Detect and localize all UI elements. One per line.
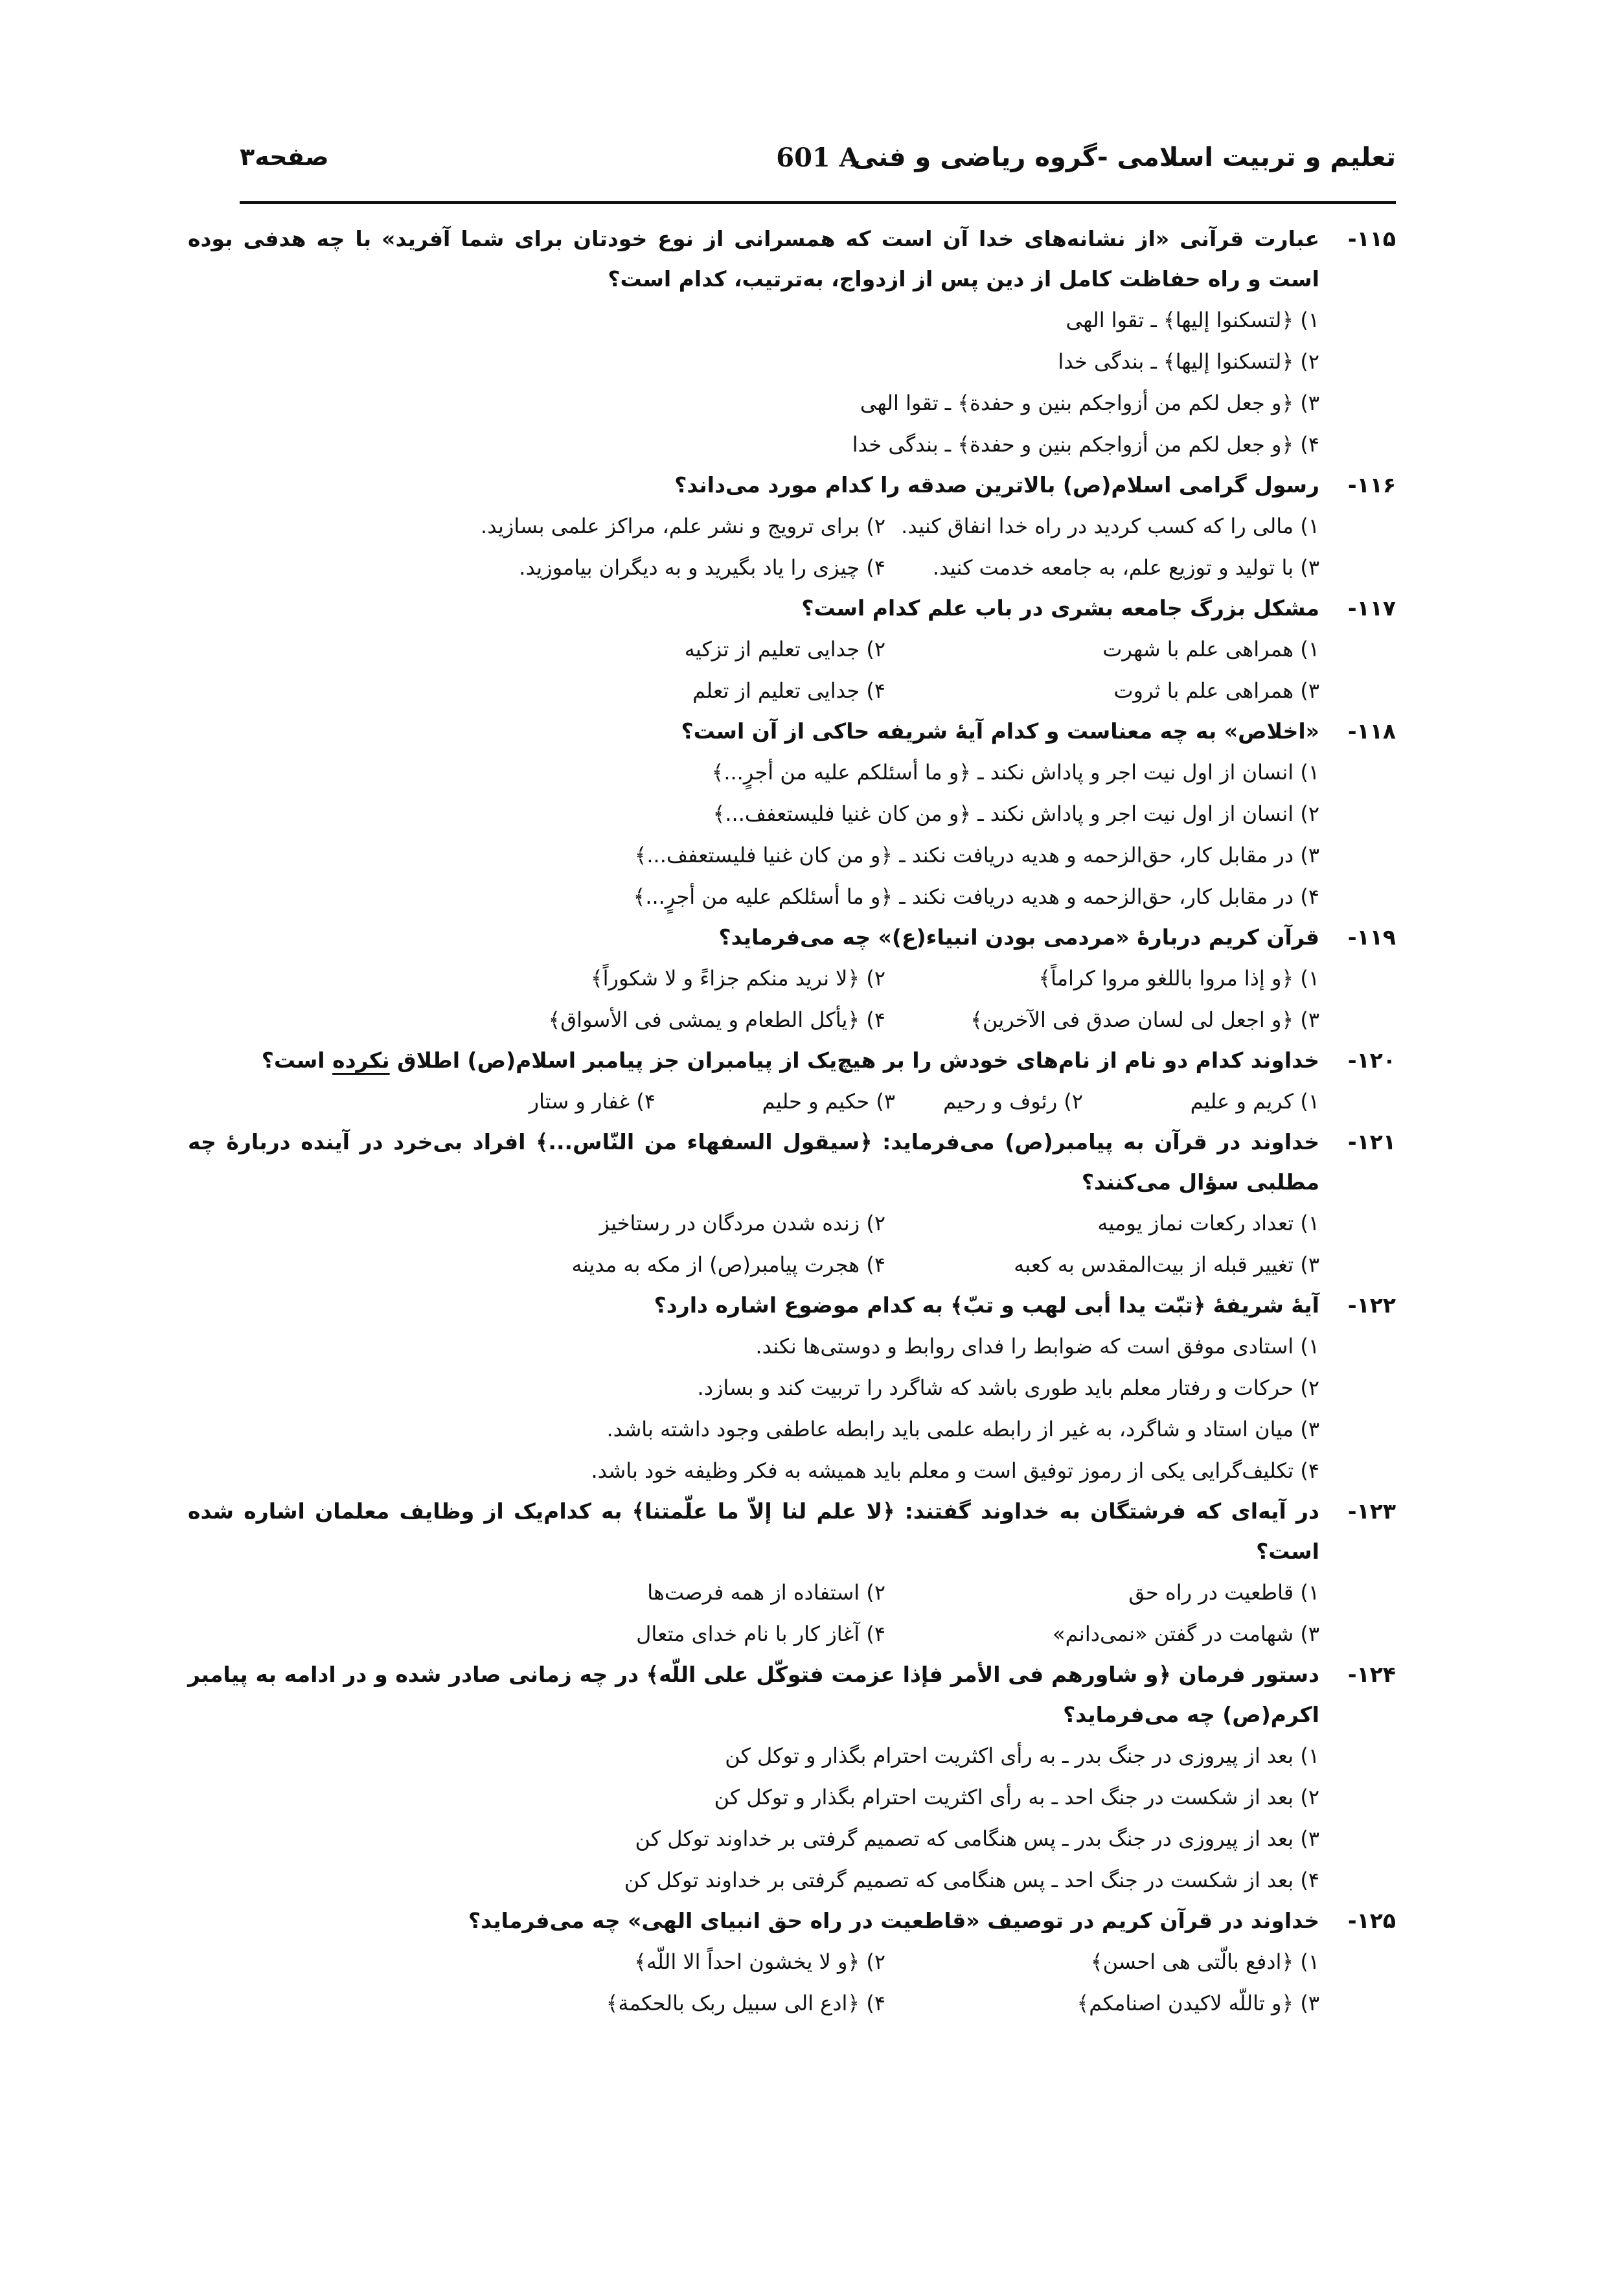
question-stem: خداوند در قرآن کریم در توصیف «قاطعیت در راه حق انبیای الهی» چه می‌فرماید؟ [468,1908,1319,1933]
option-4[interactable]: ۴) ﴿یأکل الطعام و یمشی فی الأسواق﴾ [548,1007,885,1032]
question-120 [188,1040,1396,1122]
option-1[interactable]: ۱) استادی موفق است که ضوابط را فدای روابط و دوستی‌ها نکند. [755,1334,1319,1359]
header-title: تعلیم و تربیت اسلامی -گروه ریاضی و فنی [852,143,1396,172]
option-2[interactable]: ۲) استفاده از همه فرصت‌ها [647,1580,885,1605]
option-1[interactable]: ۱) بعد از پیروزی در جنگ بدر ـ به رأی اکثریت احترام بگذار و توکل کن [725,1743,1319,1768]
option-2[interactable]: ۲) ﴿و لا یخشون احداً الا اللّه﴾ [634,1949,885,1974]
option-2[interactable]: ۲) ﴿لا نرید منکم جزاءً و لا شکوراً﴾ [590,966,885,991]
option-1[interactable]: ۱) کریم و علیم [1190,1089,1319,1114]
question-115 [188,219,1396,465]
question-stem: رسول گرامی اسلام(ص) بالاترین صدقه را کدام مورد می‌داند؟ [674,472,1319,498]
option-1[interactable]: ۱) همراهی علم با شهرت [1102,637,1319,661]
option-2[interactable]: ۲) زنده شدن مردگان در رستاخیز [599,1211,885,1235]
question-122 [188,1285,1396,1491]
option-2[interactable]: ۲) ﴿لتسکنوا إلیها﴾ ـ بندگی خدا [1058,349,1319,374]
question-number: ۱۱۹- [1347,924,1396,950]
question-number: ۱۲۴- [1347,1662,1396,1687]
option-1[interactable]: ۱) انسان از اول نیت اجر و پاداش نکند ـ ﴿و ما أسئلکم علیه من أجرٍ...﴾ [711,760,1319,785]
question-number: ۱۱۷- [1347,595,1396,621]
header-rule [240,201,1396,204]
option-1[interactable]: ۱) ﴿ادفع بالّتی هی احسن﴾ [1090,1949,1319,1974]
options [188,1572,1319,1655]
question-117 [188,588,1396,711]
option-3[interactable]: ۳) ﴿و جعل لکم من أزواجکم بنین و حفدة﴾ ـ تقوا الهی [860,391,1319,415]
question-stem [188,1040,1319,1081]
option-3[interactable]: ۳) میان استاد و شاگرد، به غیر از رابطه علمی باید رابطه عاطفی وجود داشته باشد. [606,1417,1319,1441]
question-stem: «اخلاص» به چه معناست و کدام آیهٔ شریفه حاکی از آن است؟ [681,718,1319,744]
option-3[interactable]: ۳) حکیم و حلیم [762,1089,895,1114]
question-124 [188,1655,1396,1901]
question-number: ۱۲۵- [1347,1908,1396,1933]
header-exam-code: 601 A [776,143,860,173]
option-1[interactable]: ۱) ﴿و إذا مروا باللغو مروا کراماً﴾ [1038,966,1319,991]
question-121 [188,1122,1396,1285]
option-3[interactable]: ۳) همراهی علم با ثروت [1113,678,1319,703]
question-number: ۱۲۲- [1347,1292,1396,1318]
option-1[interactable]: ۱) قاطعیت در راه حق [1128,1580,1319,1605]
header-page-number: صفحه۳ [240,143,329,171]
options [188,1326,1319,1491]
option-3[interactable]: ۳) بعد از پیروزی در جنگ بدر ـ پس هنگامی که تصمیم گرفتی بر خداوند توکل کن [635,1826,1319,1851]
options [188,958,1319,1040]
options [188,505,1319,588]
option-4[interactable]: ۴) آغاز کار با نام خدای متعال [636,1622,885,1646]
options [188,628,1319,711]
option-2[interactable]: ۲) بعد از شکست در جنگ احد ـ به رأی اکثریت احترام بگذار و توکل کن [714,1785,1319,1809]
option-3[interactable]: ۳) در مقابل کار، حق‌الزحمه و هدیه دریافت نکند ـ ﴿و من کان غنیا فلیستعفف...﴾ [634,843,1319,867]
question-stem: عبارت قرآنی «از نشانه‌های خدا آن است که همسرانی از نوع خودتان برای شما آفرید» با چه هدفی بوده است و راه حفاظت کامل از دین پس از ازدواج، به‌ترتیب، کدام است؟ [188,226,1319,292]
options [188,1735,1319,1901]
options [188,1202,1319,1285]
stem-part: است؟ [261,1048,333,1073]
options [188,1941,1319,2024]
question-stem: مشکل بزرگ جامعه بشری در باب علم کدام است؟ [801,595,1319,621]
option-4[interactable]: ۴) ﴿و جعل لکم من أزواجکم بنین و حفدة﴾ ـ بندگی خدا [852,432,1319,457]
option-1[interactable]: ۱) تعداد رکعات نماز یومیه [1097,1211,1319,1235]
option-4[interactable]: ۴) جدایی تعلیم از تعلم [692,678,885,703]
question-stem: خداوند در قرآن به پیامبر(ص) می‌فرماید: ﴿سیقول السفهاء من النّاس...﴾ افراد بی‌خرد در آینده دربارهٔ چه مطلبی سؤال می‌کنند؟ [188,1129,1319,1195]
option-1[interactable]: ۱) ﴿لتسکنوا إلیها﴾ ـ تقوا الهی [1066,308,1319,332]
stem-part: خداوند کدام دو نام از نام‌های خودش را بر هیچ‌یک از پیامبران جز پیامبر اسلام(ص) اطلاق [389,1048,1319,1073]
option-4[interactable]: ۴) در مقابل کار، حق‌الزحمه و هدیه دریافت نکند ـ ﴿و ما أسئلکم علیه من أجرٍ...﴾ [633,884,1319,909]
option-4[interactable]: ۴) غفار و ستار [529,1089,655,1114]
option-2[interactable]: ۲) برای ترویج و نشر علم، مراکز علمی بسازید. [481,514,885,538]
options [188,299,1319,465]
option-4[interactable]: ۴) چیزی را یاد بگیرید و به دیگران بیاموزید. [519,555,885,580]
question-123 [188,1491,1396,1655]
question-number: ۱۲۰- [1347,1048,1396,1073]
question-116 [188,465,1396,588]
question-number: ۱۲۳- [1347,1498,1396,1524]
option-2[interactable]: ۲) جدایی تعلیم از تزکیه [684,637,885,661]
page-header [240,143,1396,193]
question-stem: دستور فرمان ﴿و شاورهم فی الأمر فإذا عزمت فتوکّل علی اللّه﴾ در چه زمانی صادر شده و در ادامه به پیامبر اکرم(ص) چه می‌فرماید؟ [188,1662,1319,1727]
option-4[interactable]: ۴) بعد از شکست در جنگ احد ـ پس هنگامی که تصمیم گرفتی بر خداوند توکل کن [624,1868,1319,1892]
option-3[interactable]: ۳) شهامت در گفتن «نمی‌دانم» [1053,1622,1319,1646]
option-3[interactable]: ۳) تغییر قبله از بیت‌المقدس به کعبه [1014,1252,1319,1277]
option-1[interactable]: ۱) مالی را که کسب کردید در راه خدا انفاق کنید. [901,514,1319,538]
option-2[interactable]: ۲) رئوف و رحیم [943,1089,1083,1114]
option-3[interactable]: ۳) ﴿و تاللّه لاکیدن اصنامکم﴾ [1077,1991,1319,2015]
option-2[interactable]: ۲) حرکات و رفتار معلم باید طوری باشد که شاگرد را تربیت کند و بسازد. [697,1375,1319,1400]
question-number: ۱۱۸- [1347,718,1396,744]
question-125 [188,1901,1396,2024]
stem-underlined-word: نکرده [332,1048,390,1073]
question-119 [188,917,1396,1040]
question-stem: در آیه‌ای که فرشتگان به خداوند گفتند: ﴿لا علم لنا إلاّ ما علّمتنا﴾ به کدام‌یک از وظایف معلمان اشاره شده است؟ [188,1498,1319,1564]
question-number: ۱۱۶- [1347,472,1396,498]
option-4[interactable]: ۴) هجرت پیامبر(ص) از مکه به مدینه [571,1252,885,1277]
question-number: ۱۱۵- [1347,226,1396,251]
question-stem: قرآن کریم دربارهٔ «مردمی بودن انبیاء(ع)» چه می‌فرماید؟ [718,924,1319,950]
options [188,1081,1319,1122]
option-3[interactable]: ۳) با تولید و توزیع علم، به جامعه خدمت کنید. [932,555,1319,580]
option-3[interactable]: ۳) ﴿و اجعل لی لسان صدق فی الآخرین﴾ [970,1007,1319,1032]
questions-list [188,219,1396,2024]
option-4[interactable]: ۴) تکلیف‌گرایی یکی از رموز توفیق است و معلم باید همیشه به فکر وظیفه خود باشد. [591,1458,1319,1483]
option-4[interactable]: ۴) ﴿ادع الی سبیل ربک بالحکمة﴾ [606,1991,885,2015]
question-stem: آیهٔ شریفهٔ ﴿تبّت یدا أبی لهب و تبّ﴾ به کدام موضوع اشاره دارد؟ [654,1292,1319,1318]
options [188,752,1319,917]
question-118 [188,711,1396,917]
question-number: ۱۲۱- [1347,1129,1396,1154]
option-2[interactable]: ۲) انسان از اول نیت اجر و پاداش نکند ـ ﴿و من کان غنیا فلیستعفف...﴾ [712,801,1319,826]
